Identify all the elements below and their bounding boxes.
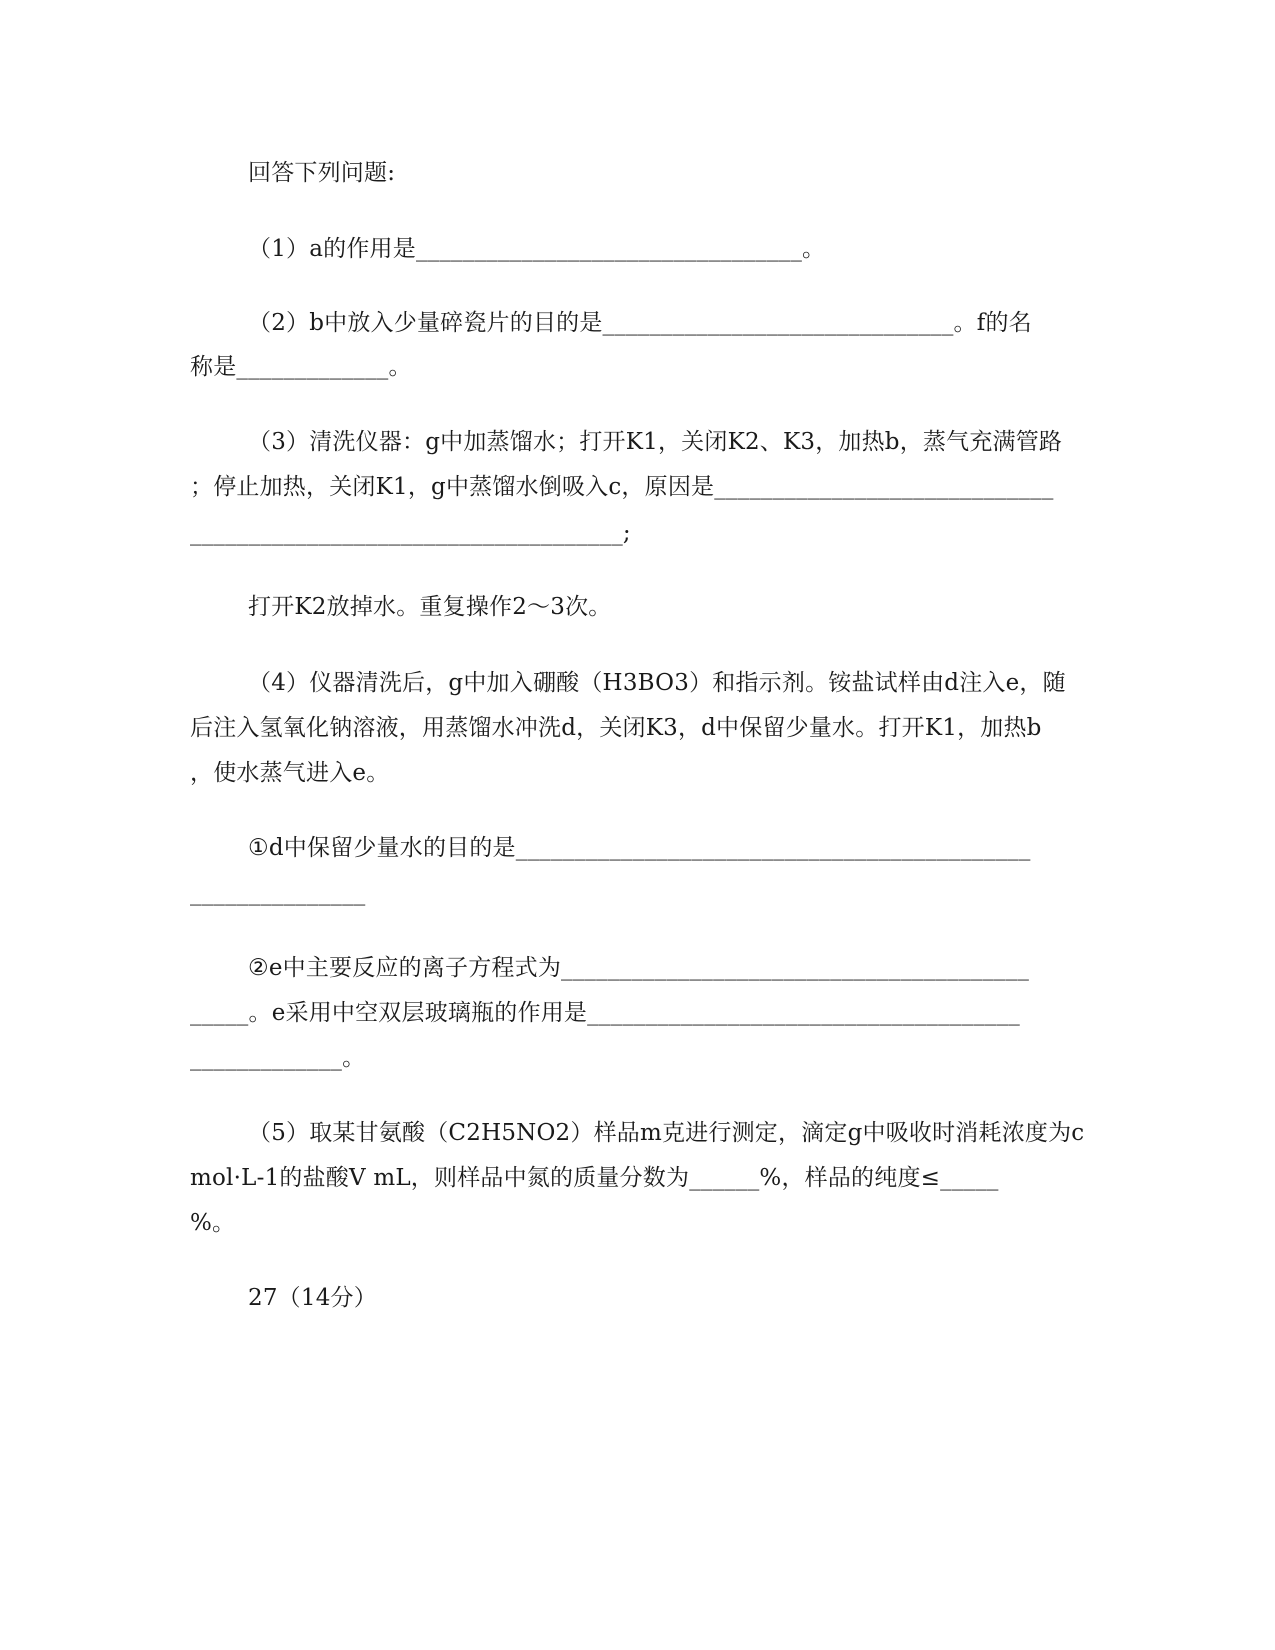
question-3-line-2: ；停止加热，关闭K1，g中蒸馏水倒吸入c，原因是_____________________________ bbox=[190, 474, 1054, 500]
intro-text: 回答下列问题: bbox=[248, 160, 396, 186]
question-2-line-1: （2）b中放入少量碎瓷片的目的是______________________________。f的名 bbox=[248, 310, 1032, 336]
question-4-line-3: ，使水蒸气进入e。 bbox=[190, 760, 390, 786]
question-3-line-4: 打开K2放掉水。重复操作2～3次。 bbox=[248, 594, 612, 620]
question-5-line-3: %。 bbox=[190, 1210, 236, 1236]
question-4-sub1-line-2: _______________ bbox=[190, 880, 366, 906]
question-4-sub2-line-1: ②e中主要反应的离子方程式为________________________________________ bbox=[248, 955, 1030, 981]
question-2-line-2: 称是_____________。 bbox=[190, 354, 412, 380]
question-3-line-3: _____________________________________; bbox=[190, 520, 631, 546]
question-4-sub1-line-1: ①d中保留少量水的目的是____________________________________________ bbox=[248, 835, 1031, 861]
question-4-line-1: （4）仪器清洗后，g中加入硼酸（H3BO3）和指示剂。铵盐试样由d注入e，随 bbox=[248, 670, 1066, 696]
question-4-sub2-line-3: _____________。 bbox=[190, 1045, 366, 1071]
question-4-sub2-line-2: _____。e采用中空双层玻璃瓶的作用是_____________________________________ bbox=[190, 1000, 1021, 1026]
question-27-heading: 27（14分） bbox=[248, 1285, 377, 1311]
question-4-line-2: 后注入氢氧化钠溶液，用蒸馏水冲洗d，关闭K3，d中保留少量水。打开K1，加热b bbox=[190, 715, 1042, 741]
question-3-line-1: （3）清洗仪器：g中加蒸馏水；打开K1，关闭K2、K3，加热b，蒸气充满管路 bbox=[248, 429, 1063, 455]
question-5-line-2: mol·L-1的盐酸V mL，则样品中氮的质量分数为______%，样品的纯度≤_____ bbox=[190, 1165, 999, 1191]
question-1: （1）a的作用是_________________________________。 bbox=[248, 236, 826, 262]
question-5-line-1: （5）取某甘氨酸（C2H5NO2）样品m克进行测定，滴定g中吸收时消耗浓度为c bbox=[248, 1120, 1085, 1146]
